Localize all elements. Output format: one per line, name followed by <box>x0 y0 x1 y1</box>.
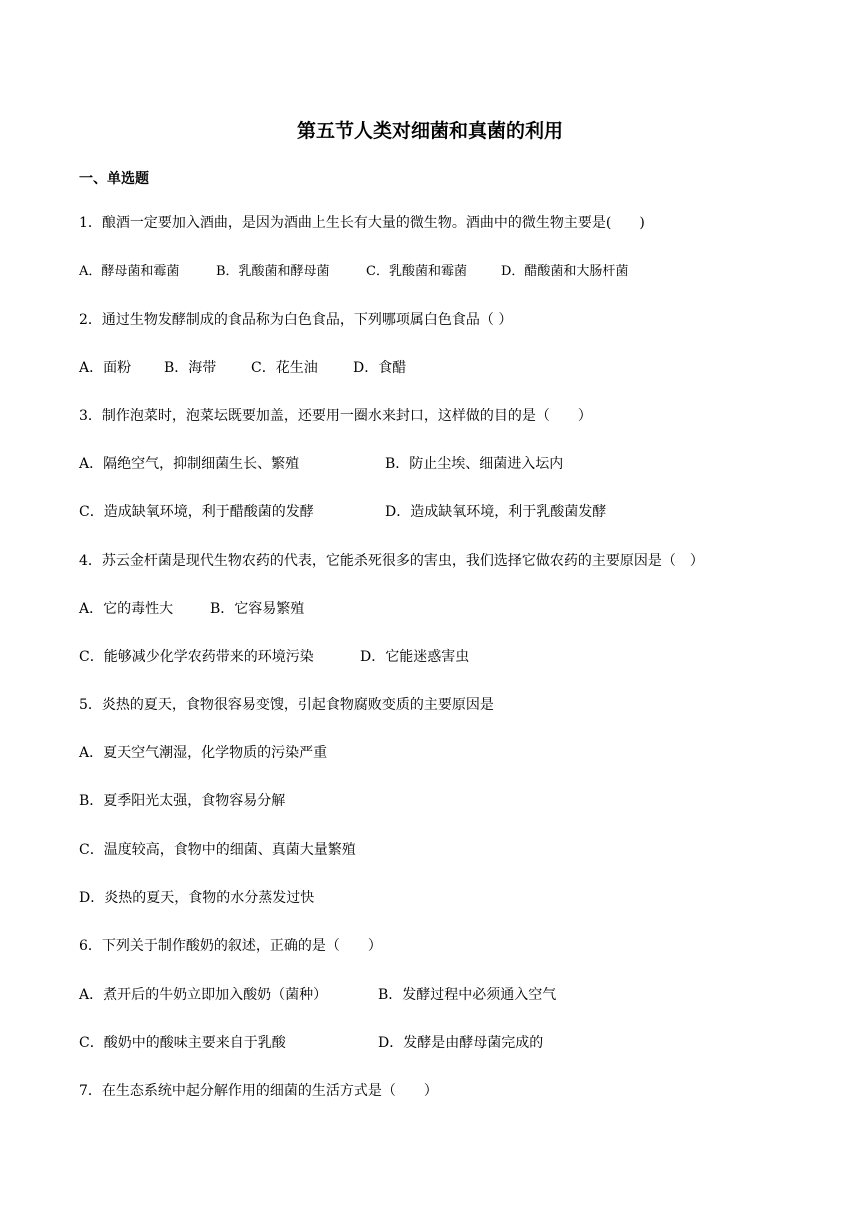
question-5-option-d: D．炎热的夏天，食物的水分蒸发过快 <box>79 890 315 906</box>
question-4-option-c: C．能够减少化学农药带来的环境污染 <box>79 649 314 665</box>
question-1-option-a: A．酵母菌和霉菌 <box>79 264 180 279</box>
question-3-option-b: B．防止尘埃、细菌进入坛内 <box>385 456 564 472</box>
question-6-option-c: C．酸奶中的酸味主要来自于乳酸 <box>79 1035 286 1051</box>
question-5-option-a: A．夏天空气潮湿，化学物质的污染严重 <box>79 745 328 761</box>
question-5-option-c: C．温度较高，食物中的细菌、真菌大量繁殖 <box>79 842 356 858</box>
question-3-stem: 3．制作泡菜时，泡菜坛既要加盖，还要用一圈水来封口，这样做的目的是（ ） <box>79 408 592 424</box>
question-1-option-c: C．乳酸菌和霉菌 <box>366 264 467 279</box>
question-1-option-b: B．乳酸菌和酵母菌 <box>216 264 330 279</box>
question-6-option-d: D．发酵是由酵母菌完成的 <box>378 1035 544 1051</box>
question-1-stem: 1．酿酒一定要加入酒曲，是因为酒曲上生长有大量的微生物。酒曲中的微生物主要是( ) <box>79 215 645 231</box>
question-5-option-b: B．夏季阳光太强，食物容易分解 <box>79 793 286 809</box>
question-6-option-b: B．发酵过程中必须通入空气 <box>378 987 557 1003</box>
question-2-stem: 2．通过生物发酵制成的食品称为白色食品，下列哪项属白色食品（ ） <box>79 312 513 328</box>
question-2-option-d: D．食醋 <box>353 360 407 376</box>
question-3-option-a: A．隔绝空气，抑制细菌生长、繁殖 <box>79 456 300 472</box>
question-4-option-a: A．它的毒性大 <box>79 601 174 617</box>
question-2-option-a: A．面粉 <box>79 360 132 376</box>
question-3-option-c: C．造成缺氧环境，利于醋酸菌的发酵 <box>79 504 314 520</box>
question-5-stem: 5．炎热的夏天，食物很容易变馊，引起食物腐败变质的主要原因是 <box>79 697 494 713</box>
question-6-option-a: A．煮开后的牛奶立即加入酸奶（菌种） <box>79 987 328 1003</box>
question-2-option-c: C．花生油 <box>251 360 318 376</box>
question-4-option-b: B．它容易繁殖 <box>210 601 305 617</box>
question-3-option-d: D．造成缺氧环境，利于乳酸菌发酵 <box>385 504 607 520</box>
question-2-option-b: B．海带 <box>164 360 217 376</box>
question-4-option-d: D．它能迷惑害虫 <box>360 649 470 665</box>
question-4-stem: 4．苏云金杆菌是现代生物农药的代表，它能杀死很多的害虫，我们选择它做农药的主要原因是（ ） <box>79 553 704 569</box>
question-7-stem: 7．在生态系统中起分解作用的细菌的生活方式是（ ） <box>79 1083 438 1099</box>
document-title: 第五节人类对细菌和真菌的利用 <box>296 120 563 142</box>
question-1-option-d: D．醋酸菌和大肠杆菌 <box>501 264 629 279</box>
section-heading: 一、单选题 <box>79 171 149 187</box>
question-6-stem: 6．下列关于制作酸奶的叙述，正确的是（ ） <box>79 938 382 954</box>
